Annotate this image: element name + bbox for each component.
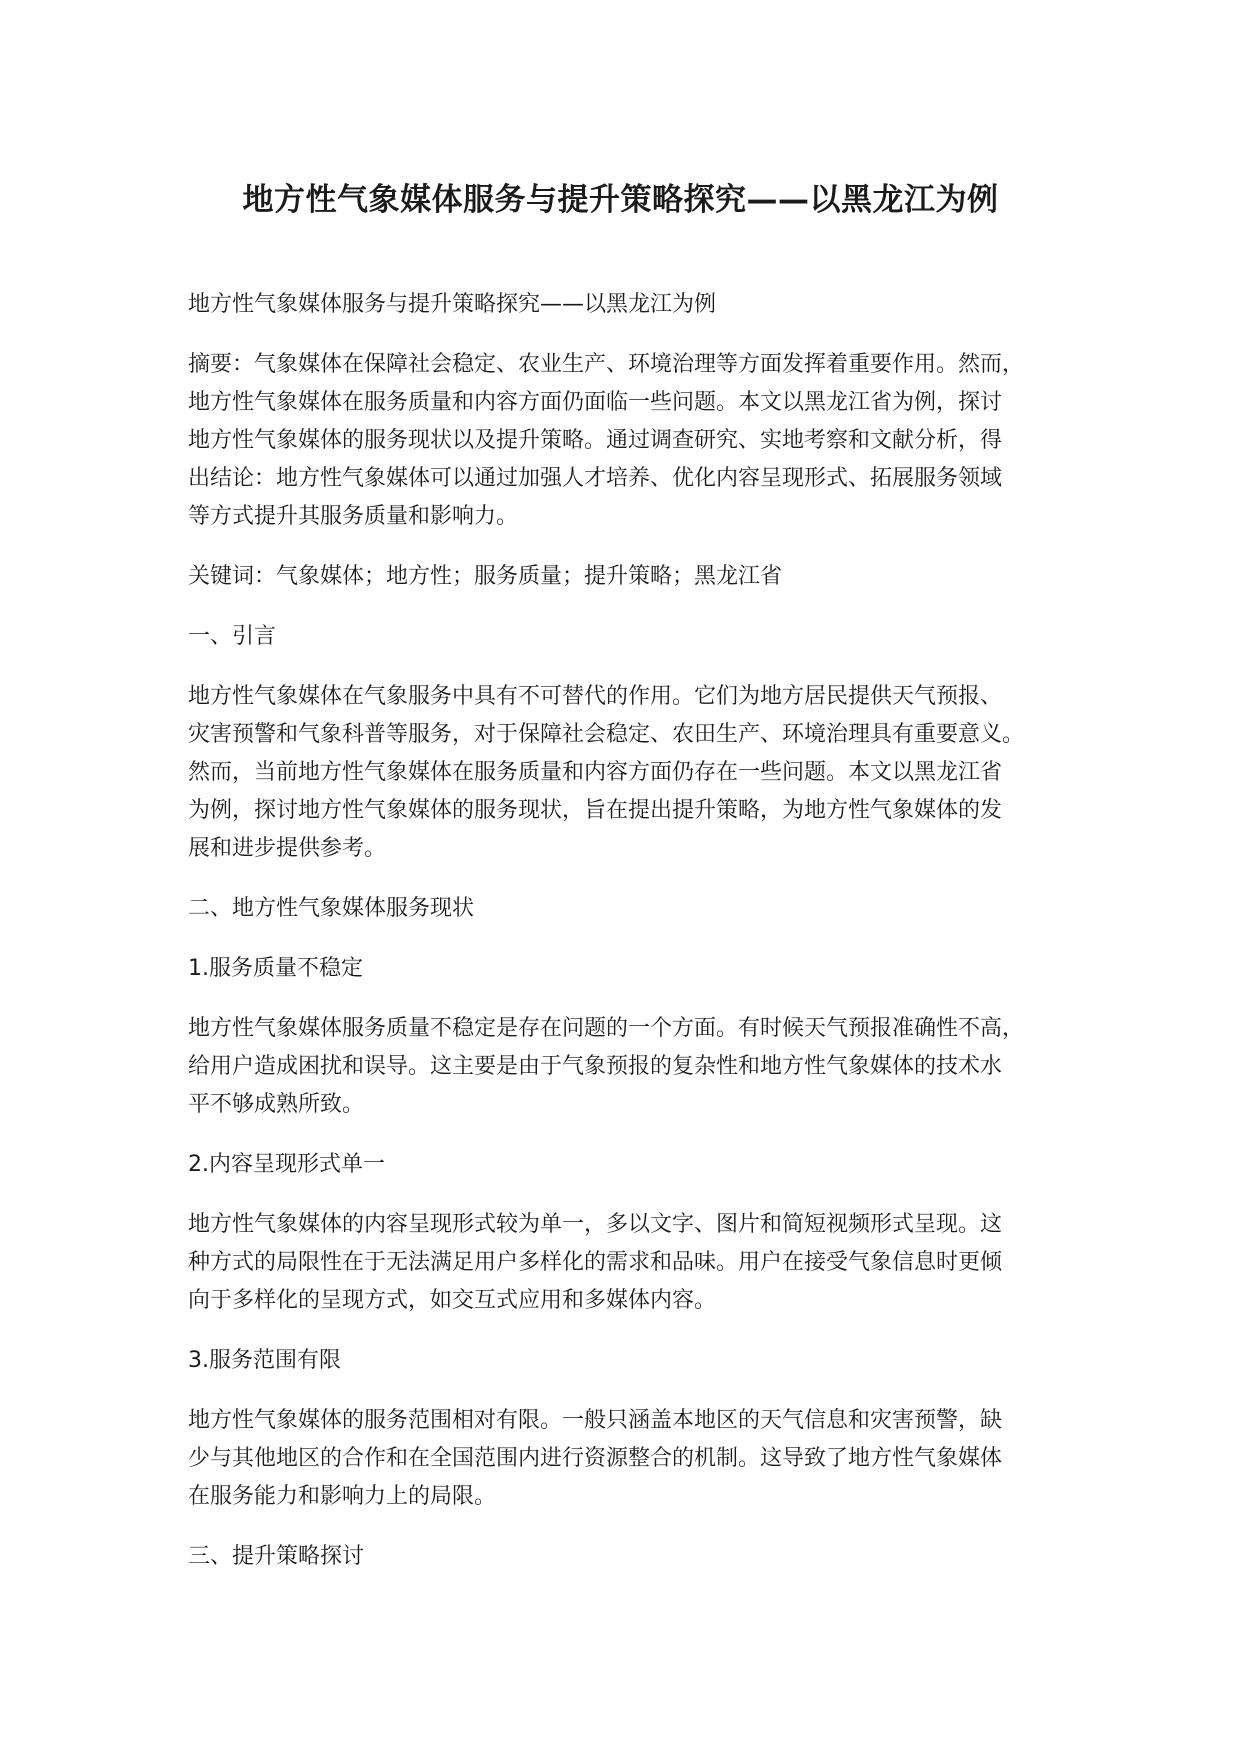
section-heading-introduction: 一、引言 [188, 624, 277, 649]
content-form-line: 种方式的局限性在于无法满足用户多样化的需求和品味。用户在接受气象信息时更倾 [188, 1250, 1003, 1275]
service-scope-paragraph [188, 1402, 1078, 1516]
service-quality-line: 平不够成熟所致。 [188, 1092, 365, 1117]
introduction-line: 展和进步提供参考。 [188, 836, 387, 861]
introduction-line: 地方性气象媒体在气象服务中具有不可替代的作用。它们为地方居民提供天气预报、 [188, 684, 1003, 709]
subsection-heading-service-quality: 1.服务质量不稳定 [188, 956, 363, 981]
section-heading-current-status: 二、地方性气象媒体服务现状 [188, 896, 475, 921]
introduction-line: 为例，探讨地方性气象媒体的服务现状，旨在提出提升策略，为地方性气象媒体的发 [188, 798, 1003, 823]
section-heading-strategies: 三、提升策略探讨 [188, 1544, 365, 1569]
abstract-paragraph [188, 346, 1078, 536]
service-scope-line: 地方性气象媒体的服务范围相对有限。一般只涵盖本地区的天气信息和灾害预警，缺 [188, 1408, 1003, 1433]
introduction-paragraph [188, 678, 1078, 868]
service-quality-paragraph [188, 1010, 1078, 1124]
abstract-line: 出结论：地方性气象媒体可以通过加强人才培养、优化内容呈现形式、拓展服务领域 [188, 466, 1003, 491]
abstract-line: 地方性气象媒体的服务现状以及提升策略。通过调查研究、实地考察和文献分析，得 [188, 428, 1003, 453]
service-scope-line: 在服务能力和影响力上的局限。 [188, 1484, 497, 1509]
keywords-paragraph: 关键词：气象媒体；地方性；服务质量；提升策略；黑龙江省 [188, 564, 783, 589]
document-body [188, 286, 1078, 1598]
content-form-line: 地方性气象媒体的内容呈现形式较为单一，多以文字、图片和简短视频形式呈现。这 [188, 1212, 1003, 1237]
service-quality-line: 给用户造成困扰和误导。这主要是由于气象预报的复杂性和地方性气象媒体的技术水 [188, 1054, 1003, 1079]
content-form-paragraph [188, 1206, 1078, 1320]
subsection-heading-service-scope: 3.服务范围有限 [188, 1348, 341, 1373]
abstract-line: 地方性气象媒体在服务质量和内容方面仍面临一些问题。本文以黑龙江省为例，探讨 [188, 390, 1003, 415]
abstract-line: 等方式提升其服务质量和影响力。 [188, 504, 519, 529]
abstract-line: 摘要：气象媒体在保障社会稳定、农业生产、环境治理等方面发挥着重要作用。然而， [188, 352, 1025, 377]
content-form-line: 向于多样化的呈现方式，如交互式应用和多媒体内容。 [188, 1288, 717, 1313]
introduction-line: 然而，当前地方性气象媒体在服务质量和内容方面仍存在一些问题。本文以黑龙江省 [188, 760, 1003, 785]
service-scope-line: 少与其他地区的合作和在全国范围内进行资源整合的机制。这导致了地方性气象媒体 [188, 1446, 1003, 1471]
document-subtitle: 地方性气象媒体服务与提升策略探究——以黑龙江为例 [188, 292, 717, 317]
service-quality-line: 地方性气象媒体服务质量不稳定是存在问题的一个方面。有时候天气预报准确性不高， [188, 1016, 1025, 1041]
introduction-line: 灾害预警和气象科普等服务，对于保障社会稳定、农田生产、环境治理具有重要意义。 [188, 722, 1025, 747]
subsection-heading-content-form: 2.内容呈现形式单一 [188, 1152, 385, 1177]
document-title: 地方性气象媒体服务与提升策略探究——以黑龙江为例 [242, 182, 999, 218]
